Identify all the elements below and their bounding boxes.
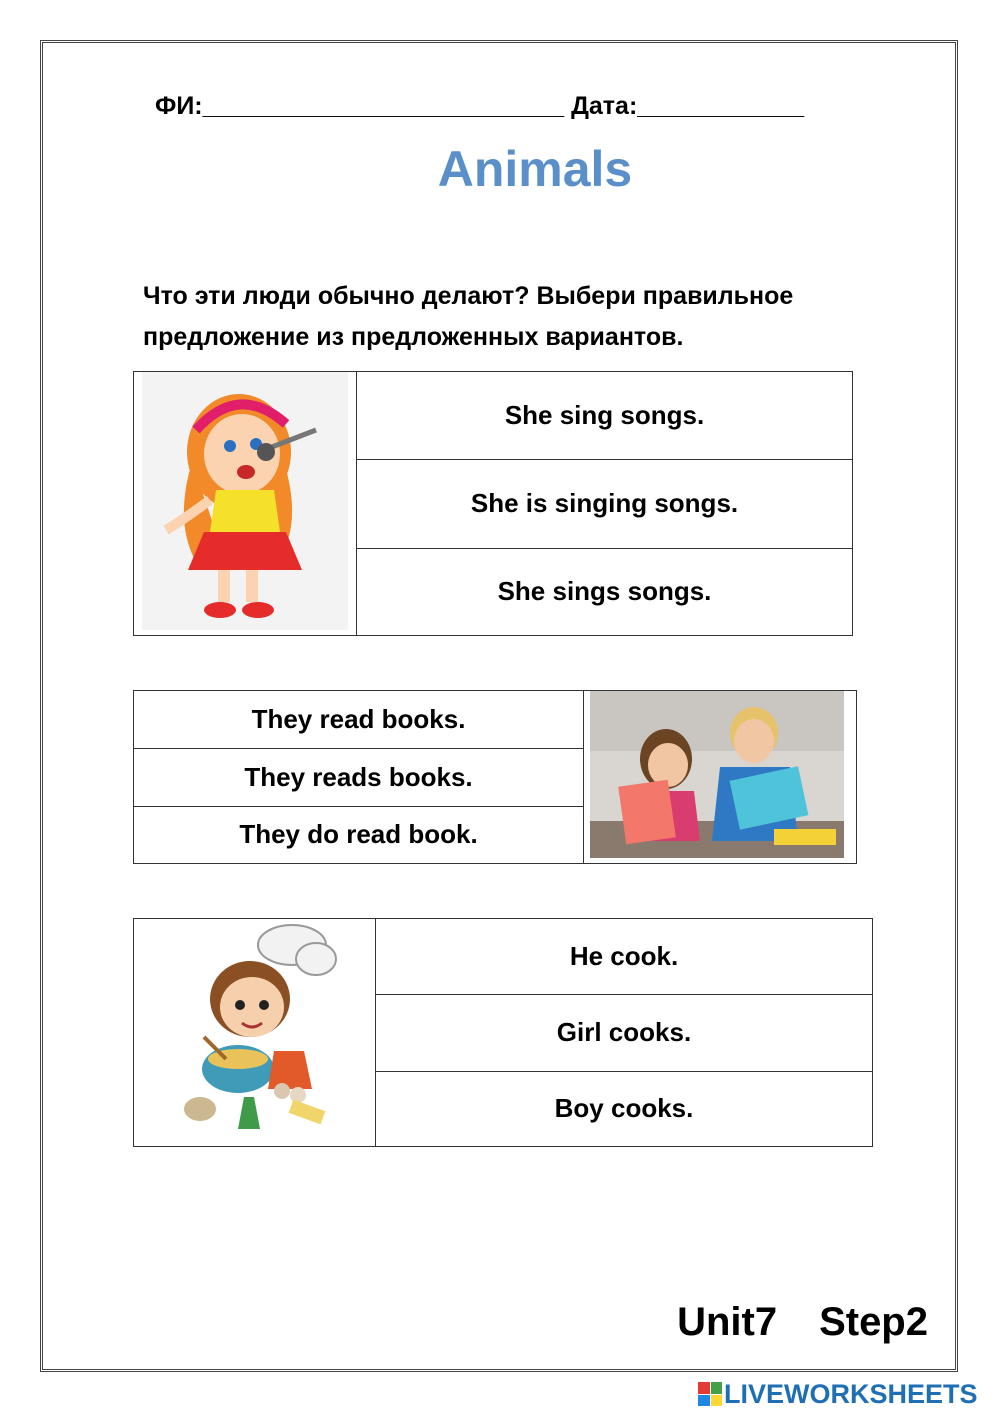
header-line xyxy=(155,92,804,121)
children-reading-icon xyxy=(584,691,856,858)
exercise-2-option-3[interactable]: They do read book. xyxy=(134,806,584,863)
instruction-line-1: Что эти люди обычно делают? Выбери правильное xyxy=(143,282,794,310)
footer-unit-step xyxy=(677,1300,928,1345)
liveworksheets-logo-icon xyxy=(698,1382,722,1406)
exercise-3-option-1[interactable]: He cook. xyxy=(376,919,873,995)
exercise-2-option-1[interactable]: They read books. xyxy=(134,691,584,749)
exercise-2-picture xyxy=(584,691,857,864)
name-label: ФИ: xyxy=(155,92,203,120)
date-label: Дата: xyxy=(571,92,638,120)
unit-label: Unit7 xyxy=(677,1300,778,1344)
date-blank: ____________ xyxy=(637,92,805,120)
singing-girl-icon xyxy=(134,372,356,630)
exercise-1-option-1[interactable]: She sing songs. xyxy=(357,372,853,460)
exercise-2 xyxy=(133,690,857,864)
exercise-1 xyxy=(133,371,853,636)
exercise-1-picture xyxy=(134,372,357,636)
exercise-3-option-3[interactable]: Boy cooks. xyxy=(376,1071,873,1146)
cooking-boy-icon xyxy=(134,919,375,1141)
page-title: Animals xyxy=(437,141,633,197)
exercise-1-option-2[interactable]: She is singing songs. xyxy=(357,460,853,548)
exercise-3-picture xyxy=(134,919,376,1147)
exercise-3-option-2[interactable]: Girl cooks. xyxy=(376,995,873,1071)
instruction-line-2: предложение из предложенных вариантов. xyxy=(143,323,684,351)
brand-text: LIVEWORKSHEETS xyxy=(724,1378,978,1409)
name-blank: __________________________ xyxy=(202,92,565,120)
step-label: Step2 xyxy=(819,1300,928,1344)
instruction xyxy=(143,276,923,358)
exercise-2-option-2[interactable]: They reads books. xyxy=(134,749,584,806)
liveworksheets-brand xyxy=(698,1378,978,1410)
exercise-1-option-3[interactable]: She sings songs. xyxy=(357,548,853,635)
exercise-3 xyxy=(133,918,873,1147)
